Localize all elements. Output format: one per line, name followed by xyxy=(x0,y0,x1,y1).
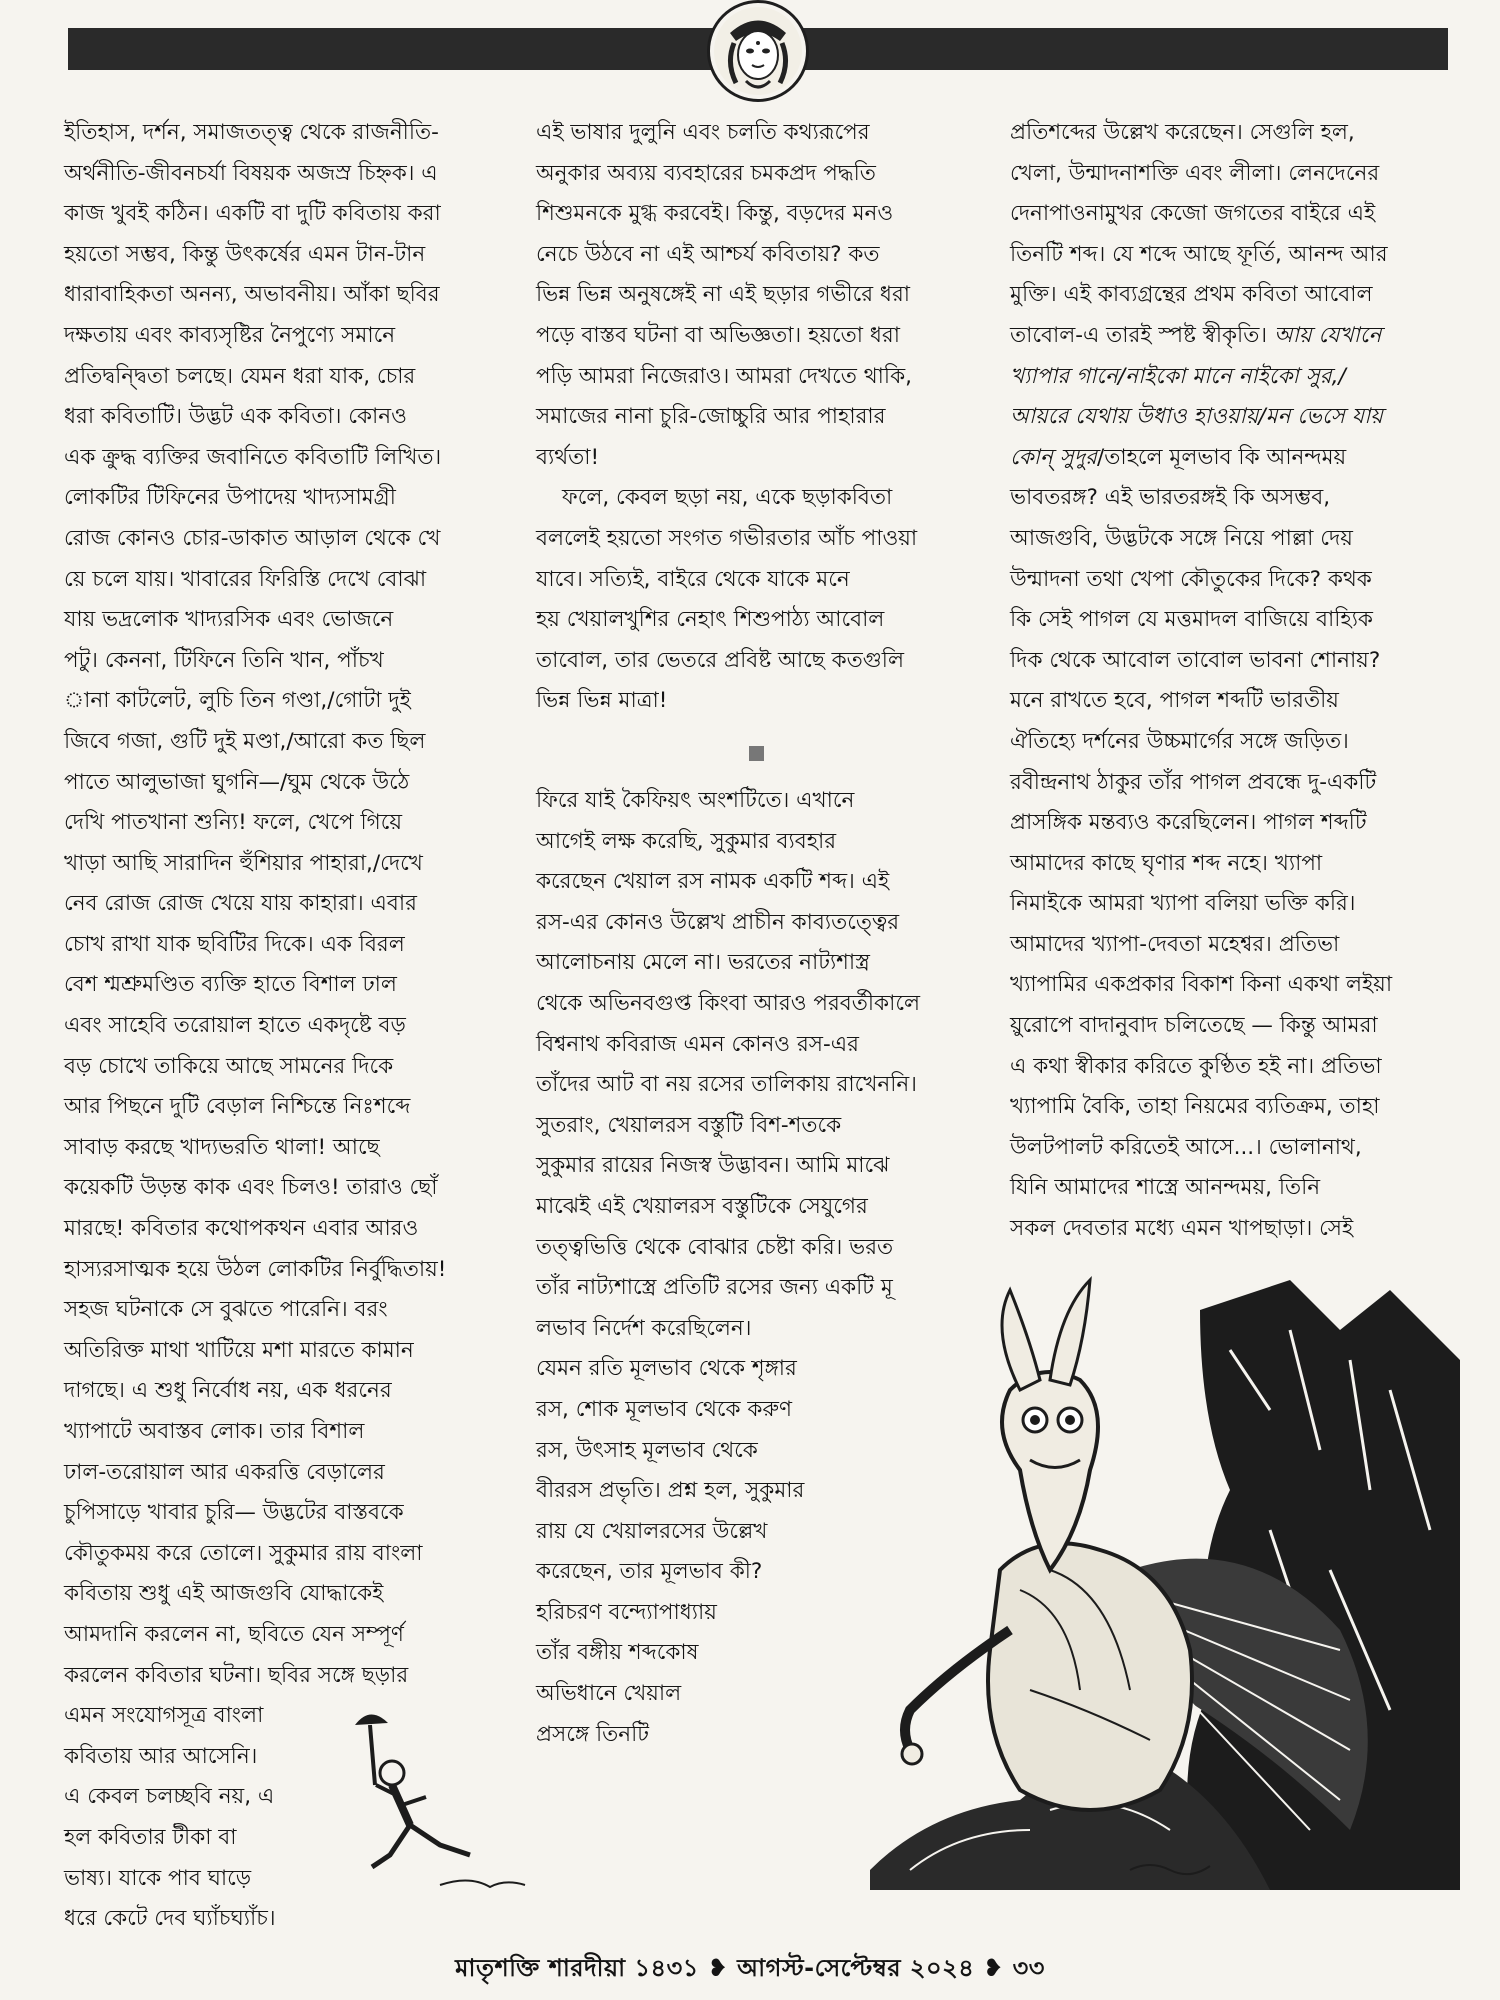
text-line: জিবে গজা, গুটি দুই মণ্ডা,/আরো কত ছিল xyxy=(64,728,426,754)
text-line: রায় যে খেয়ালরসের উল্লেখ xyxy=(536,1518,768,1544)
text-line: নিমাইকে আমরা খ্যাপা বলিয়া ভক্তি করি। xyxy=(1010,891,1356,917)
text-line: ফিরে যাই কৈফিয়ৎ অংশটিতে। এখানে xyxy=(536,788,855,813)
text-line: রোজ কোনও চোর-ডাকাত আড়াল থেকে খে xyxy=(64,525,441,551)
text-line: সুকুমার রায়ের নিজস্ব উদ্ভাবন। আমি মাঝে xyxy=(536,1153,890,1179)
text-line: মুক্তি। এই কাব্যগ্রন্থের প্রথম কবিতা আবোল xyxy=(1010,282,1373,308)
text-line: করেছেন খেয়াল রস নামক একটি শব্দ। এই xyxy=(536,869,890,895)
text-line: তত্ত্বভিত্তি থেকে বোঝার চেষ্টা করি। ভরত xyxy=(536,1234,894,1260)
text-line: আগেই লক্ষ করেছি, সুকুমার ব্যবহার xyxy=(536,828,837,854)
text-line: দেখি পাতখানা শুন্যি! ফলে, খেপে গিয়ে xyxy=(64,810,403,836)
text-span: তাবোল-এ তারই স্পষ্ট স্বীকৃতি। xyxy=(1010,322,1274,348)
text-line: প্রসঙ্গে তিনটি xyxy=(536,1721,649,1747)
text-line: এমন সংযোগসূত্র বাংলা xyxy=(64,1703,264,1729)
text-line: ধরা কবিতাটি। উদ্ভট এক কবিতা। কোনও xyxy=(64,404,407,430)
text-line: অর্থনীতি-জীবনচর্যা বিষয়ক অজস্র চিহ্নক। এ xyxy=(64,160,438,186)
running-man-illustration xyxy=(330,1705,530,1895)
text-line: পাতে আলুভাজা ঘুগনি—/ঘুম থেকে উঠে xyxy=(64,769,410,795)
text-line: শিশুমনকে মুগ্ধ করবেই। কিন্তু, বড়দের মনও xyxy=(536,201,894,227)
text-line: দাগছে। এ শুধু নির্বোধ নয়, এক ধরনের xyxy=(64,1378,392,1404)
text-line xyxy=(1010,438,1392,479)
text-line: হয়তো সম্ভব, কিন্তু উৎকর্ষের এমন টান-টান xyxy=(64,241,426,267)
section-separator xyxy=(749,746,764,761)
text-line: ধারাবাহিকতা অনন্য, অভাবনীয়। আঁকা ছবির xyxy=(64,282,440,308)
text-line: এক ক্রুদ্ধ ব্যক্তির জবানিতে কবিতাটি লিখিত। xyxy=(64,444,442,470)
text-line: সুতরাং, খেয়ালরস বস্তুটি বিশ-শতকে xyxy=(536,1112,842,1138)
text-line: তাঁর বঙ্গীয় শব্দকোষ xyxy=(536,1640,699,1666)
text-line: পড়ে বাস্তব ঘটনা বা অভিজ্ঞতা। হয়তো ধরা xyxy=(536,322,900,348)
text-line: এ কেবল চলচ্ছবি নয়, এ xyxy=(64,1784,275,1810)
text-line: হল কবিতার টীকা বা xyxy=(64,1824,237,1850)
text-line: মাঝেই এই খেয়ালরস বস্তুটিকে সেযুগের xyxy=(536,1193,868,1219)
text-line: প্রাসঙ্গিক মন্তব্যও করেছিলেন। পাগল শব্দটি xyxy=(1010,810,1367,836)
text-line: লোকটির টিফিনের উপাদেয় খাদ্যসামগ্রী xyxy=(64,485,396,511)
text-line: বড় চোখে তাকিয়ে আছে সামনের দিকে xyxy=(64,1053,394,1079)
text-line: আমাদের কাছে ঘৃণার শব্দ নহে। খ্যাপা xyxy=(1010,850,1323,876)
text-line: ইতিহাস, দর্শন, সমাজতত্ত্ব থেকে রাজনীতি- xyxy=(64,120,439,145)
text-span: /তাহলে মূলভাব কি আনন্দময় xyxy=(1097,444,1347,470)
text-line: দেনাপাওনামুখর কেজো জগতের বাইরে এই xyxy=(1010,201,1376,227)
text-line: য়ুরোপে বাদানুবাদ চলিতেছে — কিন্তু আমরা xyxy=(1010,1013,1378,1039)
text-line: আজগুবি, উদ্ভটকে সঙ্গে নিয়ে পাল্লা দেয় xyxy=(1010,525,1353,551)
text-line: অনুকার অব্যয় ব্যবহারের চমকপ্রদ পদ্ধতি xyxy=(536,160,876,186)
text-line: ঐতিহ্যে দর্শনের উচ্চমার্গের সঙ্গে জড়িত। xyxy=(1010,728,1349,754)
text-line: ফলে, কেবল ছড়া নয়, একে ছড়াকবিতা xyxy=(562,485,893,511)
text-line: কবিতায় শুধু এই আজগুবি যোদ্ধাকেই xyxy=(64,1581,384,1607)
text-line: দিক থেকে আবোল তাবোল ভাবনা শোনায়? xyxy=(1010,647,1381,673)
text-line: কাজ খুবই কঠিন। একটি বা দুটি কবিতায় করা xyxy=(64,201,441,227)
text-line: করলেন কবিতার ঘটনা। ছবির সঙ্গে ছড়ার xyxy=(64,1662,409,1688)
text-line: উন্মাদনা তথা খেপা কৌতুকের দিকে? কথক xyxy=(1010,566,1372,592)
text-line xyxy=(1010,316,1392,357)
text-line: আলোচনায় মেলে না। ভরতের নাট্যশাস্ত্র xyxy=(536,950,870,976)
poem-quote: আয় যেখানে xyxy=(1273,322,1382,348)
text-line: ধরে কেটে দেব ঘ্যাঁচঘ্যাঁচ। xyxy=(64,1906,276,1932)
column-middle-top xyxy=(536,113,917,722)
text-line: খ্যাপাটে অবাস্তব লোক। তার বিশাল xyxy=(64,1419,365,1444)
text-line: কি সেই পাগল যে মত্তমাদল বাজিয়ে বাহ্যিক xyxy=(1010,607,1373,633)
text-line: থেকে অভিনবগুপ্ত কিংবা আরও পরবর্তীকালে xyxy=(536,990,920,1016)
text-line: আর পিছনে দুটি বেড়াল নিশ্চিন্তে নিঃশব্দে xyxy=(64,1094,411,1120)
column-right xyxy=(1010,113,1392,1250)
text-line: ব্যর্থতা! xyxy=(536,444,600,470)
text-line: ভিন্ন ভিন্ন মাত্রা! xyxy=(536,688,668,714)
text-line: আমদানি করলেন না, ছবিতে যেন সম্পূর্ণ xyxy=(64,1621,404,1647)
text-line: হরিচরণ বন্দ্যোপাধ্যায় xyxy=(536,1599,717,1625)
column-left xyxy=(64,113,446,1940)
text-line: প্রতিশব্দের উল্লেখ করেছেন। সেগুলি হল, xyxy=(1010,120,1355,145)
page-footer: মাতৃশক্তি শারদীয়া ১৪৩১ ❥ আগস্ট-সেপ্টেম্বর ২০২৪ ❥ ৩৩ xyxy=(455,1954,1045,1982)
poem-quote: খ্যাপার গানে/নাইকো মানে নাইকো সুর,/ xyxy=(1010,363,1346,389)
text-line: ভাবতরঙ্গ? এই ভারতরঙ্গই কি অসম্ভব, xyxy=(1010,485,1331,511)
text-line: এই ভাষার দুলুনি এবং চলতি কথ্যরূপের xyxy=(536,120,870,145)
text-line: হয় খেয়ালখুশির নেহাৎ শিশুপাঠ্য আবোল xyxy=(536,607,885,633)
text-line: চুপিসাড়ে খাবার চুরি— উদ্ভটের বাস্তবকে xyxy=(64,1500,404,1526)
text-line: ঢাল-তরোয়াল আর একরত্তি বেড়ালের xyxy=(64,1459,385,1485)
text-line: সমাজের নানা চুরি-জোচ্চুরি আর পাহারার xyxy=(536,404,886,430)
text-line: হাস্যরসাত্মক হয়ে উঠল লোকটির নির্বুদ্ধিতায়! xyxy=(64,1256,447,1282)
text-line: মনে রাখতে হবে, পাগল শব্দটি ভারতীয় xyxy=(1010,688,1339,714)
poem-quote: কোন্ সুদুর xyxy=(1010,444,1097,470)
text-line: সকল দেবতার মধ্যে এমন খাপছাড়া। সেই xyxy=(1010,1216,1354,1242)
text-line: এ কথা স্বীকার করিতে কুণ্ঠিত হই না। প্রতিভা xyxy=(1010,1053,1382,1079)
text-line: রস, উৎসাহ মূলভাব থেকে xyxy=(536,1437,758,1463)
text-line: যায় ভদ্রলোক খাদ্যরসিক এবং ভোজনে xyxy=(64,607,394,633)
text-line: য়ে চলে যায়। খাবারের ফিরিস্তি দেখে বোঝা xyxy=(64,566,427,592)
text-line: খ্যাপামি বৈকি, তাহা নিয়মের ব্যতিক্রম, তাহা xyxy=(1010,1094,1380,1120)
text-line: যেমন রতি মূলভাব থেকে শৃঙ্গার xyxy=(536,1356,797,1382)
text-line: তাঁর নাট্যশাস্ত্রে প্রতিটি রসের জন্য একটি মূ xyxy=(536,1275,893,1301)
text-line: নেচে উঠবে না এই আশ্চর্য কবিতায়? কত xyxy=(536,241,880,267)
text-line: যিনি আমাদের শাস্ত্রে আনন্দময়, তিনি xyxy=(1010,1175,1321,1201)
text-line: প্রতিদ্বন্দ্বিতা চলছে। যেমন ধরা যাক, চোর xyxy=(64,363,416,389)
text-line: তাঁদের আট বা নয় রসের তালিকায় রাখেননি। xyxy=(536,1072,917,1098)
text-line: সহজ ঘটনাকে সে বুঝতে পারেনি। বরং xyxy=(64,1297,388,1323)
text-line: ভিন্ন ভিন্ন অনুষঙ্গেই না এই ছড়ার গভীরে ধরা xyxy=(536,282,911,308)
text-line: সাবাড় করছে খাদ্যভরতি থালা! আছে xyxy=(64,1134,380,1160)
text-line: ভাষ্য। যাকে পাব ঘাড়ে xyxy=(64,1865,252,1891)
monster-illustration xyxy=(870,1270,1460,1890)
text-line: ানা কাটলেট, লুচি তিন গণ্ডা,/গোটা দুই xyxy=(64,688,411,714)
text-line: রবীন্দ্রনাথ ঠাকুর তাঁর পাগল প্রবন্ধে দু-একটি xyxy=(1010,769,1377,795)
text-line: কয়েকটি উড়ন্ত কাক এবং চিলও! তারাও ছোঁ xyxy=(64,1175,438,1201)
goddess-emblem-icon xyxy=(707,0,809,102)
text-line: তিনটি শব্দ। যে শব্দে আছে ফূর্তি, আনন্দ আর xyxy=(1010,241,1388,267)
text-line: খ্যাপামির একপ্রকার বিকাশ কিনা একথা লইয়া xyxy=(1010,972,1393,998)
text-line: অভিধানে খেয়াল xyxy=(536,1681,682,1707)
text-line: লভাব নির্দেশ করেছিলেন। xyxy=(536,1315,752,1341)
text-line: মারছে! কবিতার কথোপকথন এবার আরও xyxy=(64,1216,419,1242)
column-middle-bottom xyxy=(536,781,920,1755)
text-line: করেছেন, তার মূলভাব কী? xyxy=(536,1559,763,1585)
text-line: রস-এর কোনও উল্লেখ প্রাচীন কাব্যতত্ত্বের xyxy=(536,909,900,935)
text-line: কবিতায় আর আসেনি। xyxy=(64,1743,258,1769)
text-line: বললেই হয়তো সংগত গভীরতার আঁচ পাওয়া xyxy=(536,525,918,551)
text-line: দক্ষতায় এবং কাব্যসৃষ্টির নৈপুণ্যে সমানে xyxy=(64,322,396,348)
text-line: অতিরিক্ত মাথা খাটিয়ে মশা মারতে কামান xyxy=(64,1337,414,1363)
text-line: চোখ রাখা যাক ছবিটির দিকে। এক বিরল xyxy=(64,931,405,957)
poem-quote: আয়রে যেথায় উধাও হাওয়ায়/মন ভেসে যায় xyxy=(1010,404,1383,430)
text-line: রস, শোক মূলভাব থেকে করুণ xyxy=(536,1396,792,1422)
text-line: এবং সাহেবি তরোয়াল হাতে একদৃষ্টে বড় xyxy=(64,1013,406,1039)
text-line: বীররস প্রভৃতি। প্রশ্ন হল, সুকুমার xyxy=(536,1478,805,1504)
text-line: খাড়া আছি সারাদিন হুঁশিয়ার পাহারা,/দেখে xyxy=(64,850,423,876)
text-line: বেশ শ্মশ্রুমণ্ডিত ব্যক্তি হাতে বিশাল ঢাল xyxy=(64,972,397,998)
text-line: আমাদের খ্যাপা-দেবতা মহেশ্বর। প্রতিভা xyxy=(1010,931,1340,957)
text-line: যাবে। সত্যিই, বাইরে থেকে যাকে মনে xyxy=(536,566,850,592)
text-line: পড়ি আমরা নিজেরাও। আমরা দেখতে থাকি, xyxy=(536,363,912,389)
text-line: নেব রোজ রোজ খেয়ে যায় কাহারা। এবার xyxy=(64,891,417,917)
text-line: পটু। কেননা, টিফিনে তিনি খান, পাঁচখ xyxy=(64,647,384,673)
text-line: খেলা, উন্মাদনাশক্তি এবং লীলা। লেনদেনের xyxy=(1010,160,1380,186)
text-line: বিশ্বনাথ কবিরাজ এমন কোনও রস-এর xyxy=(536,1031,859,1057)
text-line: উলটপালট করিতেই আসে...। ভোলানাথ, xyxy=(1010,1134,1362,1160)
text-line: তাবোল, তার ভেতরে প্রবিষ্ট আছে কতগুলি xyxy=(536,647,904,673)
text-line: কৌতুকময় করে তোলে। সুকুমার রায় বাংলা xyxy=(64,1540,423,1566)
